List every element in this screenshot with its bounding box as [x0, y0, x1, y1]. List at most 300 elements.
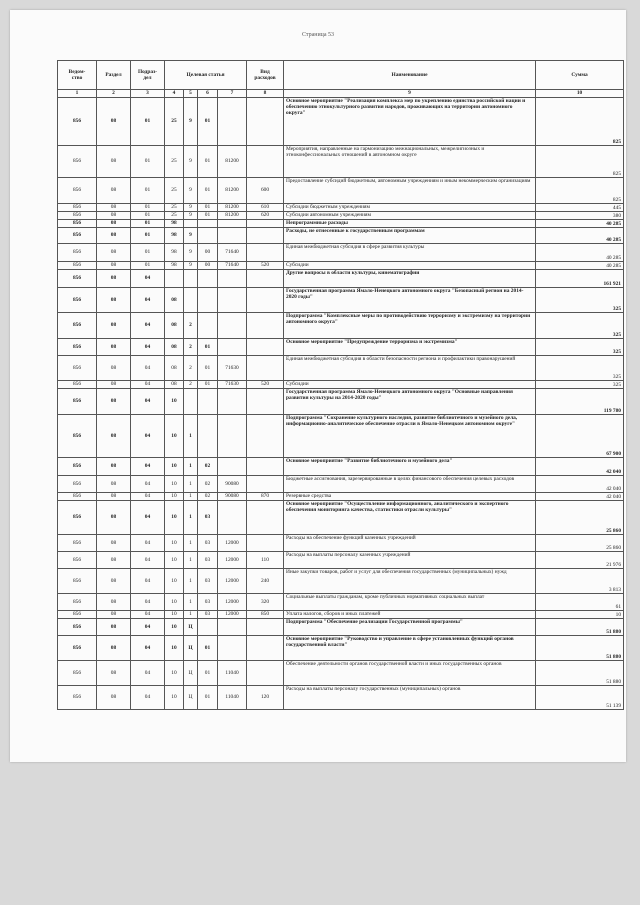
direction-code-cell — [218, 313, 247, 339]
table-row — [58, 552, 624, 569]
razdel-cell: 08 — [97, 204, 131, 212]
amount-cell: 325 — [536, 339, 624, 356]
direction-code-cell: 90080 — [218, 476, 247, 493]
subprogram-code-cell: 1 — [184, 594, 198, 611]
amount-cell: 325 — [536, 356, 624, 381]
item-name-cell: Мероприятия, направленные на гармонизацию межнациональных, межрелигиозных и этноконфессиональных отношений в автономном округе — [284, 146, 536, 178]
podrazdel-cell: 04 — [131, 356, 165, 381]
amount-cell: 445 — [536, 204, 624, 212]
column-number: 8 — [247, 90, 284, 98]
column-number: 3 — [131, 90, 165, 98]
table-row — [58, 476, 624, 493]
direction-code-cell: 71630 — [218, 356, 247, 381]
amount-cell: 3 813 — [536, 569, 624, 594]
table-row — [58, 220, 624, 228]
direction-code-cell: 11040 — [218, 686, 247, 710]
item-name-cell: Расходы на выплаты персоналу государственных (муниципальных) органов — [284, 686, 536, 710]
item-name-cell: Субсидии бюджетным учреждениям — [284, 204, 536, 212]
amount-cell: 42 040 — [536, 493, 624, 501]
vedomstvo-cell: 856 — [58, 458, 97, 476]
podrazdel-cell: 04 — [131, 569, 165, 594]
column-number-row — [58, 90, 624, 98]
amount-cell: 40 285 — [536, 244, 624, 262]
header-row — [58, 61, 624, 90]
amount-cell: 51 880 — [536, 661, 624, 686]
podrazdel-cell: 01 — [131, 228, 165, 244]
event-code-cell: 01 — [198, 98, 218, 146]
expense-type-cell: 520 — [247, 262, 284, 270]
table-row — [58, 611, 624, 619]
program-code-cell: 25 — [165, 146, 184, 178]
amount-cell: 51 880 — [536, 619, 624, 636]
item-name-cell: Резервные средства — [284, 493, 536, 501]
program-code-cell: 08 — [165, 339, 184, 356]
amount-cell: 25 860 — [536, 535, 624, 552]
item-name-cell: Государственная программа Ямало-Ненецкого автономного округа "Безопасный регион на 2014-2020 годы" — [284, 288, 536, 313]
program-code-cell: 10 — [165, 661, 184, 686]
razdel-cell: 08 — [97, 288, 131, 313]
expense-type-cell — [247, 636, 284, 661]
program-code-cell: 98 — [165, 228, 184, 244]
expense-type-cell — [247, 339, 284, 356]
table-row — [58, 458, 624, 476]
subprogram-code-cell: 1 — [184, 458, 198, 476]
program-code-cell: 08 — [165, 288, 184, 313]
razdel-cell: 08 — [97, 339, 131, 356]
table-row — [58, 535, 624, 552]
vedomstvo-cell: 856 — [58, 535, 97, 552]
amount-cell: 325 — [536, 288, 624, 313]
direction-code-cell: 81200 — [218, 146, 247, 178]
item-name-cell: Подпрограмма "Комплексные меры по противодействию терроризму и экстремизму на территории автономного округа" — [284, 313, 536, 339]
podrazdel-cell: 04 — [131, 619, 165, 636]
razdel-cell: 08 — [97, 178, 131, 204]
expense-type-cell: 110 — [247, 552, 284, 569]
subprogram-code-cell: Ц — [184, 636, 198, 661]
vedomstvo-cell: 856 — [58, 493, 97, 501]
table-row — [58, 146, 624, 178]
razdel-cell: 08 — [97, 270, 131, 288]
column-number: 7 — [218, 90, 247, 98]
item-name-cell: Уплата налогов, сборов и иных платежей — [284, 611, 536, 619]
program-code-cell: 10 — [165, 619, 184, 636]
event-code-cell — [198, 270, 218, 288]
event-code-cell: 01 — [198, 381, 218, 389]
event-code-cell: 01 — [198, 204, 218, 212]
amount-cell: 325 — [536, 381, 624, 389]
expense-type-cell — [247, 313, 284, 339]
expense-type-cell — [247, 458, 284, 476]
direction-code-cell — [218, 636, 247, 661]
event-code-cell — [198, 228, 218, 244]
vedomstvo-cell: 856 — [58, 569, 97, 594]
subprogram-code-cell: 9 — [184, 98, 198, 146]
table-row — [58, 619, 624, 636]
vedomstvo-cell: 856 — [58, 244, 97, 262]
razdel-cell: 08 — [97, 493, 131, 501]
event-code-cell: 02 — [198, 476, 218, 493]
vedomstvo-cell: 856 — [58, 619, 97, 636]
amount-cell: 42 040 — [536, 458, 624, 476]
subprogram-code-cell: 1 — [184, 415, 198, 458]
podrazdel-cell: 04 — [131, 611, 165, 619]
expense-type-cell — [247, 535, 284, 552]
expense-type-cell: 120 — [247, 686, 284, 710]
podrazdel-cell: 01 — [131, 178, 165, 204]
table-row — [58, 178, 624, 204]
expense-type-cell: 600 — [247, 178, 284, 204]
expense-type-cell — [247, 220, 284, 228]
program-code-cell: 25 — [165, 178, 184, 204]
item-name-cell: Другие вопросы в области культуры, кинематографии — [284, 270, 536, 288]
vedomstvo-cell: 856 — [58, 415, 97, 458]
column-number: 6 — [198, 90, 218, 98]
event-code-cell: 01 — [198, 178, 218, 204]
subprogram-code-cell: 2 — [184, 339, 198, 356]
event-code-cell: 02 — [198, 458, 218, 476]
program-code-cell: 98 — [165, 220, 184, 228]
table-row — [58, 98, 624, 146]
razdel-cell: 08 — [97, 146, 131, 178]
direction-code-cell — [218, 501, 247, 535]
item-name-cell: Единая межбюджетная субсидия в сфере развития культуры — [284, 244, 536, 262]
razdel-cell: 08 — [97, 535, 131, 552]
subprogram-code-cell: Ц — [184, 619, 198, 636]
expense-type-cell: 850 — [247, 611, 284, 619]
item-name-cell: Основное мероприятие "Осуществление информационного, аналитического и экспертного обеспечения мониторинга качества, статистики отрасли культуры" — [284, 501, 536, 535]
podrazdel-cell: 01 — [131, 204, 165, 212]
table-body — [58, 98, 624, 710]
podrazdel-cell: 01 — [131, 244, 165, 262]
program-code-cell: 10 — [165, 389, 184, 415]
amount-cell: 40 285 — [536, 220, 624, 228]
item-name-cell: Основное мероприятие "Предупреждение терроризма и экстремизма" — [284, 339, 536, 356]
amount-cell: 21 976 — [536, 552, 624, 569]
podrazdel-cell: 04 — [131, 381, 165, 389]
header-summa: Сумма — [536, 61, 624, 90]
table-row — [58, 270, 624, 288]
vedomstvo-cell: 856 — [58, 381, 97, 389]
direction-code-cell: 12000 — [218, 611, 247, 619]
expense-type-cell — [247, 415, 284, 458]
podrazdel-cell: 04 — [131, 389, 165, 415]
direction-code-cell: 11040 — [218, 661, 247, 686]
vedomstvo-cell: 856 — [58, 288, 97, 313]
program-code-cell: 10 — [165, 493, 184, 501]
amount-cell: 40 285 — [536, 262, 624, 270]
subprogram-code-cell: 1 — [184, 535, 198, 552]
subprogram-code-cell: 2 — [184, 356, 198, 381]
event-code-cell: 02 — [198, 493, 218, 501]
table-row — [58, 686, 624, 710]
podrazdel-cell: 04 — [131, 535, 165, 552]
direction-code-cell — [218, 220, 247, 228]
direction-code-cell: 12000 — [218, 552, 247, 569]
table-row — [58, 389, 624, 415]
razdel-cell: 08 — [97, 476, 131, 493]
event-code-cell: 03 — [198, 611, 218, 619]
razdel-cell: 08 — [97, 220, 131, 228]
podrazdel-cell: 04 — [131, 476, 165, 493]
amount-cell: 325 — [536, 313, 624, 339]
expense-type-cell — [247, 389, 284, 415]
podrazdel-cell: 04 — [131, 636, 165, 661]
subprogram-code-cell: 9 — [184, 178, 198, 204]
razdel-cell: 08 — [97, 661, 131, 686]
expense-type-cell — [247, 228, 284, 244]
event-code-cell — [198, 288, 218, 313]
expense-type-cell: 320 — [247, 594, 284, 611]
direction-code-cell — [218, 339, 247, 356]
expense-type-cell: 520 — [247, 381, 284, 389]
direction-code-cell: 12000 — [218, 594, 247, 611]
razdel-cell: 08 — [97, 381, 131, 389]
direction-code-cell: 71640 — [218, 262, 247, 270]
expense-type-cell — [247, 356, 284, 381]
event-code-cell: 03 — [198, 569, 218, 594]
program-code-cell: 25 — [165, 212, 184, 220]
table-row — [58, 569, 624, 594]
expense-type-cell — [247, 270, 284, 288]
item-name-cell: Основное мероприятие "Руководство и управление в сфере установленных функций органов государственной власти" — [284, 636, 536, 661]
podrazdel-cell: 04 — [131, 501, 165, 535]
table-row — [58, 339, 624, 356]
podrazdel-cell: 01 — [131, 220, 165, 228]
event-code-cell: 01 — [198, 636, 218, 661]
program-code-cell: 08 — [165, 356, 184, 381]
razdel-cell: 08 — [97, 389, 131, 415]
page-number: Страница 53 — [301, 32, 335, 38]
program-code-cell: 08 — [165, 381, 184, 389]
document-page — [10, 10, 626, 762]
vedomstvo-cell: 856 — [58, 356, 97, 381]
item-name-cell: Расходы на обеспечение функций казенных учреждений — [284, 535, 536, 552]
expense-type-cell — [247, 619, 284, 636]
razdel-cell: 08 — [97, 458, 131, 476]
program-code-cell: 98 — [165, 244, 184, 262]
item-name-cell: Предоставление субсидий бюджетным, автономным учреждениям и иным некоммерческим организациям — [284, 178, 536, 204]
event-code-cell — [198, 389, 218, 415]
table-row — [58, 636, 624, 661]
event-code-cell: 03 — [198, 552, 218, 569]
podrazdel-cell: 04 — [131, 270, 165, 288]
direction-code-cell — [218, 458, 247, 476]
table-row — [58, 356, 624, 381]
event-code-cell: 01 — [198, 686, 218, 710]
item-name-cell: Непрограммные расходы — [284, 220, 536, 228]
podrazdel-cell: 01 — [131, 146, 165, 178]
event-code-cell — [198, 619, 218, 636]
amount-cell: 51 139 — [536, 686, 624, 710]
direction-code-cell: 81200 — [218, 204, 247, 212]
program-code-cell: 10 — [165, 686, 184, 710]
expense-type-cell: 870 — [247, 493, 284, 501]
razdel-cell: 08 — [97, 98, 131, 146]
subprogram-code-cell: Ц — [184, 661, 198, 686]
direction-code-cell — [218, 389, 247, 415]
event-code-cell: 01 — [198, 356, 218, 381]
item-name-cell: Единая межбюджетная субсидия в области безопасности региона и профилактики правонарушений — [284, 356, 536, 381]
vedomstvo-cell: 856 — [58, 594, 97, 611]
column-number: 4 — [165, 90, 184, 98]
vedomstvo-cell: 856 — [58, 611, 97, 619]
podrazdel-cell: 04 — [131, 493, 165, 501]
podrazdel-cell: 04 — [131, 686, 165, 710]
razdel-cell: 08 — [97, 594, 131, 611]
subprogram-code-cell: 1 — [184, 611, 198, 619]
expense-type-cell — [247, 288, 284, 313]
vedomstvo-cell: 856 — [58, 262, 97, 270]
subprogram-code-cell: 1 — [184, 569, 198, 594]
razdel-cell: 08 — [97, 501, 131, 535]
amount-cell: 40 285 — [536, 228, 624, 244]
razdel-cell: 08 — [97, 552, 131, 569]
razdel-cell: 08 — [97, 569, 131, 594]
expense-type-cell — [247, 476, 284, 493]
subprogram-code-cell: 9 — [184, 244, 198, 262]
program-code-cell: 10 — [165, 501, 184, 535]
vedomstvo-cell: 856 — [58, 228, 97, 244]
program-code-cell: 10 — [165, 535, 184, 552]
event-code-cell: 00 — [198, 244, 218, 262]
vedomstvo-cell: 856 — [58, 313, 97, 339]
table-row — [58, 288, 624, 313]
subprogram-code-cell: 1 — [184, 476, 198, 493]
subprogram-code-cell: 1 — [184, 501, 198, 535]
amount-cell: 161 921 — [536, 270, 624, 288]
amount-cell: 42 040 — [536, 476, 624, 493]
program-code-cell: 10 — [165, 611, 184, 619]
program-code-cell: 10 — [165, 458, 184, 476]
razdel-cell: 08 — [97, 244, 131, 262]
event-code-cell: 03 — [198, 501, 218, 535]
event-code-cell: 01 — [198, 146, 218, 178]
vedomstvo-cell: 856 — [58, 552, 97, 569]
subprogram-code-cell: 2 — [184, 313, 198, 339]
column-number: 10 — [536, 90, 624, 98]
vedomstvo-cell: 856 — [58, 220, 97, 228]
razdel-cell: 08 — [97, 686, 131, 710]
item-name-cell: Государственная программа Ямало-Ненецкого автономного округа "Основные направления развития культуры на 2014-2020 годы" — [284, 389, 536, 415]
amount-cell: 380 — [536, 212, 624, 220]
program-code-cell: 25 — [165, 98, 184, 146]
subprogram-code-cell — [184, 220, 198, 228]
item-name-cell: Расходы, не отнесенные к государственным программам — [284, 228, 536, 244]
program-code-cell: 10 — [165, 552, 184, 569]
direction-code-cell: 71640 — [218, 244, 247, 262]
vedomstvo-cell: 856 — [58, 389, 97, 415]
podrazdel-cell: 04 — [131, 339, 165, 356]
direction-code-cell — [218, 228, 247, 244]
direction-code-cell: 12000 — [218, 535, 247, 552]
expense-type-cell: 240 — [247, 569, 284, 594]
item-name-cell: Иные закупки товаров, работ и услуг для обеспечения государственных (муниципальных) нужд — [284, 569, 536, 594]
expense-type-cell: 620 — [247, 212, 284, 220]
vedomstvo-cell: 856 — [58, 178, 97, 204]
header-vedomstvo: Ведом- ство — [58, 61, 97, 90]
program-code-cell: 10 — [165, 476, 184, 493]
program-code-cell: 98 — [165, 262, 184, 270]
item-name-cell: Подпрограмма "Сохранение культурного наследия, развитие библиотечного и музейного дела, информационно-аналитическое обеспечение отрасли в Ямало-Ненецком автономном округе" — [284, 415, 536, 458]
table-row — [58, 313, 624, 339]
vedomstvo-cell: 856 — [58, 636, 97, 661]
direction-code-cell — [218, 98, 247, 146]
podrazdel-cell: 04 — [131, 415, 165, 458]
item-name-cell: Основное мероприятие "Реализация комплекса мер по укреплению единства российской нации и обеспечению этнокультурного развития народов, проживающих на территории автономного округа" — [284, 98, 536, 146]
table-row — [58, 415, 624, 458]
table-row — [58, 228, 624, 244]
event-code-cell — [198, 313, 218, 339]
expense-type-cell — [247, 661, 284, 686]
subprogram-code-cell — [184, 288, 198, 313]
item-name-cell: Расходы на выплаты персоналу казенных учреждений — [284, 552, 536, 569]
table-row — [58, 501, 624, 535]
amount-cell: 825 — [536, 178, 624, 204]
amount-cell: 67 900 — [536, 415, 624, 458]
budget-table — [57, 60, 624, 710]
table-row — [58, 212, 624, 220]
razdel-cell: 08 — [97, 313, 131, 339]
table-row — [58, 244, 624, 262]
program-code-cell — [165, 270, 184, 288]
subprogram-code-cell: 2 — [184, 381, 198, 389]
expense-type-cell — [247, 98, 284, 146]
razdel-cell: 08 — [97, 636, 131, 661]
table-row — [58, 493, 624, 501]
subprogram-code-cell: 9 — [184, 228, 198, 244]
column-number: 2 — [97, 90, 131, 98]
razdel-cell: 08 — [97, 415, 131, 458]
header-vid-rashodov: Вид расходов — [247, 61, 284, 90]
razdel-cell: 08 — [97, 212, 131, 220]
item-name-cell: Обеспечение деятельности органов государственной власти и иных государственных органов — [284, 661, 536, 686]
item-name-cell: Социальные выплаты гражданам, кроме публичных нормативных социальных выплат — [284, 594, 536, 611]
podrazdel-cell: 04 — [131, 288, 165, 313]
program-code-cell: 08 — [165, 313, 184, 339]
razdel-cell: 08 — [97, 356, 131, 381]
subprogram-code-cell — [184, 270, 198, 288]
item-name-cell: Субсидии автономным учреждениям — [284, 212, 536, 220]
item-name-cell: Бюджетные ассигнования, зарезервированные в целях финансового обеспечения целевых расходов — [284, 476, 536, 493]
vedomstvo-cell: 856 — [58, 270, 97, 288]
vedomstvo-cell: 856 — [58, 98, 97, 146]
header-naimenovanie: Наименование — [284, 61, 536, 90]
table-row — [58, 661, 624, 686]
header-razdel: Раздел — [97, 61, 131, 90]
event-code-cell — [198, 220, 218, 228]
subprogram-code-cell: 9 — [184, 212, 198, 220]
program-code-cell: 10 — [165, 569, 184, 594]
program-code-cell: 10 — [165, 594, 184, 611]
podrazdel-cell: 04 — [131, 313, 165, 339]
item-name-cell: Подпрограмма "Обеспечение реализации Государственной программы" — [284, 619, 536, 636]
column-number: 5 — [184, 90, 198, 98]
item-name-cell: Субсидии — [284, 262, 536, 270]
amount-cell: 10 — [536, 611, 624, 619]
razdel-cell: 08 — [97, 228, 131, 244]
event-code-cell: 01 — [198, 339, 218, 356]
direction-code-cell: 71630 — [218, 381, 247, 389]
event-code-cell — [198, 415, 218, 458]
podrazdel-cell: 04 — [131, 552, 165, 569]
item-name-cell: Основное мероприятие "Развитие библиотечного и музейного дела" — [284, 458, 536, 476]
expense-type-cell — [247, 146, 284, 178]
event-code-cell: 03 — [198, 594, 218, 611]
subprogram-code-cell: 9 — [184, 146, 198, 178]
expense-type-cell — [247, 244, 284, 262]
podrazdel-cell: 01 — [131, 212, 165, 220]
direction-code-cell — [218, 288, 247, 313]
